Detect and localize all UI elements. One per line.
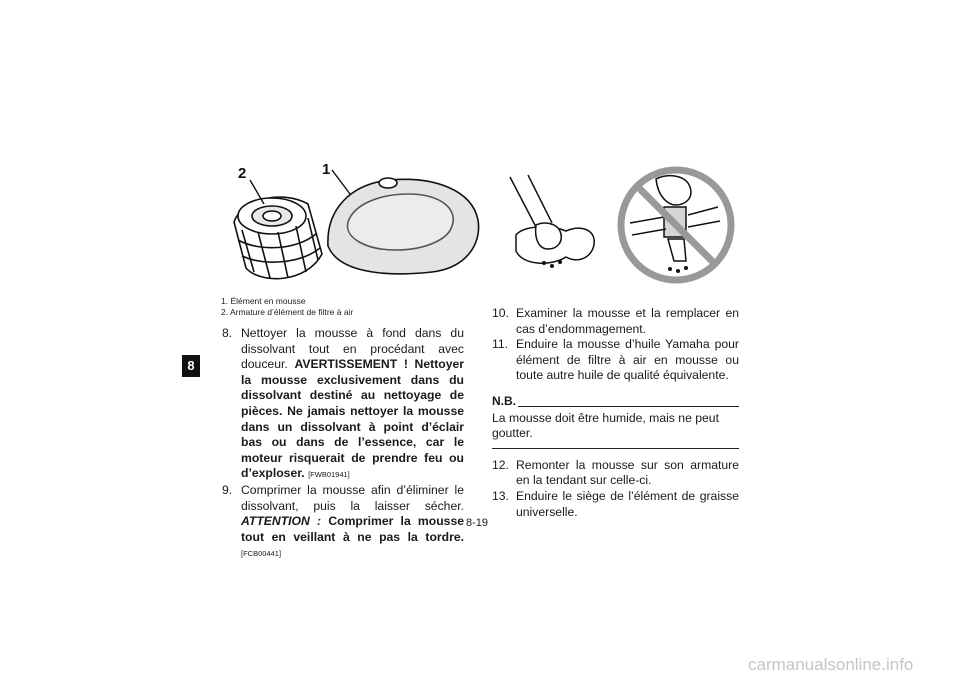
left-column	[222, 326, 464, 562]
step-text: Nettoyer la mousse à fond dans du dissolvant tout en procédant avec douceur.	[241, 326, 464, 372]
attention-code: [FCB00441]	[241, 549, 282, 559]
step-text: Enduire la mousse d’huile Yamaha pour élément de filtre à air en mousse ou toute autre huile de qualité équivalente.	[516, 337, 739, 383]
step-11	[492, 337, 739, 384]
figure-captions	[221, 296, 353, 318]
page-number: 8-19	[466, 517, 489, 529]
step-8	[222, 326, 464, 483]
watermark[interactable]: carmanualsonline.info	[748, 655, 914, 674]
foam-squeeze-illustration	[500, 165, 750, 285]
step-number: 8.	[222, 326, 233, 340]
callout-1: 1	[322, 161, 331, 178]
step-text: Examiner la mousse et la remplacer en cas d’endommagement.	[516, 306, 739, 336]
step-9	[222, 483, 464, 562]
attention-label: ATTENTION :	[241, 514, 322, 529]
attention-text: Comprimer la mousse tout en veillant à ne pas la tordre.	[241, 514, 464, 544]
filter-frame	[234, 197, 322, 279]
foam-element	[328, 178, 479, 274]
air-filter-illustration	[220, 160, 482, 292]
warning-code: [FWB01941]	[308, 470, 350, 480]
nb-rule	[518, 406, 739, 407]
step-text: Comprimer la mousse afin d’éliminer le dissolvant, puis la laisser sécher.	[241, 482, 464, 513]
step-text: Remonter la mousse sur son armature en la tendant sur celle-ci.	[516, 457, 739, 488]
callout-2: 2	[238, 165, 247, 182]
caption-item: 1. Élément en mousse	[221, 296, 306, 306]
step-13	[492, 489, 739, 520]
step-number: 13.	[492, 488, 509, 503]
step-text: Enduire le siège de l’élément de graisse universelle.	[516, 488, 739, 519]
right-column	[492, 306, 739, 520]
caption-item: 2. Armature d’élément de filtre à air	[221, 307, 354, 317]
step-10	[492, 306, 739, 337]
nb-note	[492, 394, 739, 449]
step-number: 9.	[222, 482, 233, 497]
step-12	[492, 458, 739, 489]
step-number: 11.	[492, 337, 509, 352]
chapter-tab: 8	[182, 355, 200, 377]
nb-text: La mousse doit être humide, mais ne peut goutter.	[492, 410, 739, 449]
step-number: 10.	[492, 306, 509, 320]
nb-label: N.B.	[492, 393, 516, 408]
step-number: 12.	[492, 457, 509, 472]
warning-text: AVERTISSEMENT ! Nettoyer la mousse exclusivement dans du dissolvant destiné au nettoyage de pièces. Ne jamais nettoyer la mousse dans un dissolvant à point d’éclair bas ou dans de l’essence, car le moteur risquerait de prendre feu ou d’exploser.	[241, 357, 464, 481]
do-not-twist-icon	[621, 170, 731, 280]
squeeze-hand	[510, 175, 594, 263]
